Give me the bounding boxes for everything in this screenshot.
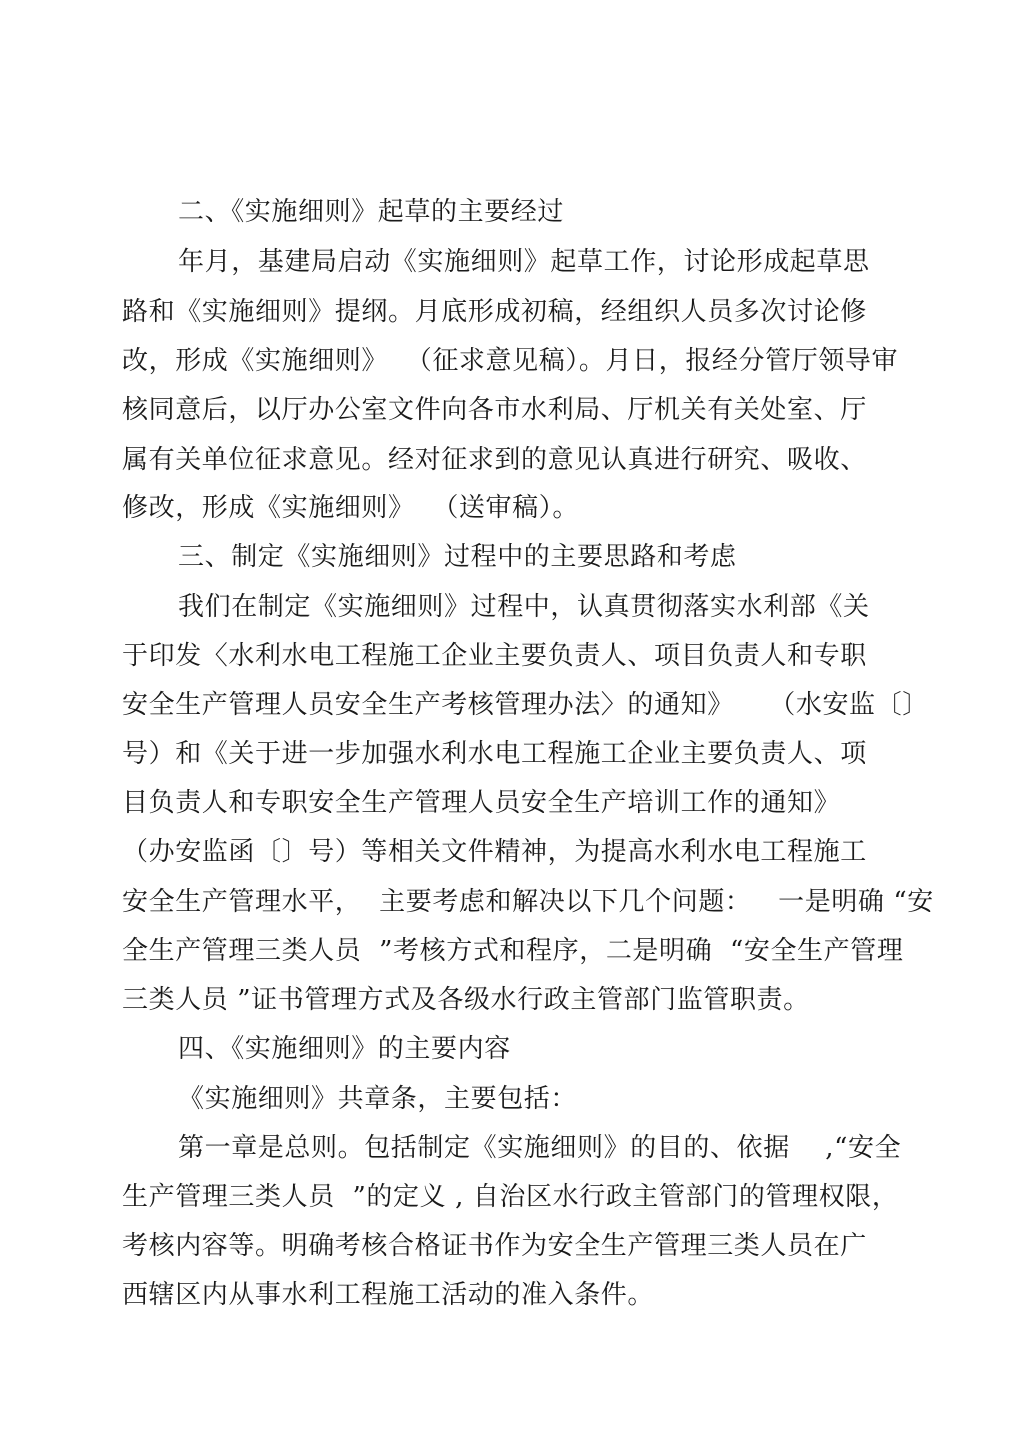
paragraph-line: 全生产管理三类人员 ”考核方式和程序，二是明确 “安全生产管理 bbox=[122, 936, 904, 966]
paragraph-line: 属有关单位征求意见。经对征求到的意见认真进行研究、吸收、 bbox=[122, 445, 867, 475]
paragraph-line: 第一章是总则。包括制定《实施细则》的目的、依据 ,“安全 bbox=[178, 1133, 902, 1163]
paragraph-line: 年月，基建局启动《实施细则》起草工作，讨论形成起草思 bbox=[178, 247, 870, 277]
paragraph-line: 考核内容等。明确考核合格证书作为安全生产管理三类人员在广 bbox=[122, 1231, 867, 1261]
section-heading-3: 三、制定《实施细则》过程中的主要思路和考虑 bbox=[178, 542, 737, 572]
paragraph-line: 路和《实施细则》提纲。月底形成初稿，经组织人员多次讨论修 bbox=[122, 297, 867, 327]
section-heading-4: 四、《实施细则》的主要内容 bbox=[178, 1034, 511, 1064]
paragraph-line: 核同意后，以厅办公室文件向各市水利局、厅机关有关处室、厅 bbox=[122, 395, 867, 425]
paragraph-line: 于印发〈水利水电工程施工企业主要负责人、项目负责人和专职 bbox=[122, 641, 867, 671]
section-heading-2: 二、《实施细则》起草的主要经过 bbox=[178, 197, 565, 227]
paragraph-line: 改，形成《实施细则》 （征求意见稿）。月日，报经分管厅领导审 bbox=[122, 346, 899, 376]
paragraph-line: 我们在制定《实施细则》过程中，认真贯彻落实水利部《关 bbox=[178, 592, 870, 622]
paragraph-line: 三类人员 ”证书管理方式及各级水行政主管部门监管职责。 bbox=[122, 985, 810, 1015]
paragraph-line: （办安监函〔〕号）等相关文件精神，为提高水利水电工程施工 bbox=[122, 837, 867, 867]
paragraph-line: 安全生产管理水平， 主要考虑和解决以下几个问题： 一是明确 “安 bbox=[122, 887, 934, 917]
paragraph-line: 目负责人和专职安全生产管理人员安全生产培训工作的通知》 bbox=[122, 788, 841, 818]
paragraph-line: 安全生产管理人员安全生产考核管理办法〉的通知》 （水安监〔〕 bbox=[122, 690, 929, 720]
paragraph-line: 号）和《关于进一步加强水利水电工程施工企业主要负责人、项 bbox=[122, 739, 867, 769]
paragraph-line: 西辖区内从事水利工程施工活动的准入条件。 bbox=[122, 1280, 655, 1310]
paragraph-line: 生产管理三类人员 ”的定义 , 自治区水行政主管部门的管理权限， bbox=[122, 1182, 899, 1212]
paragraph-line: 《实施细则》共章条，主要包括： bbox=[178, 1084, 578, 1114]
paragraph-line: 修改，形成《实施细则》 （送审稿）。 bbox=[122, 493, 579, 523]
